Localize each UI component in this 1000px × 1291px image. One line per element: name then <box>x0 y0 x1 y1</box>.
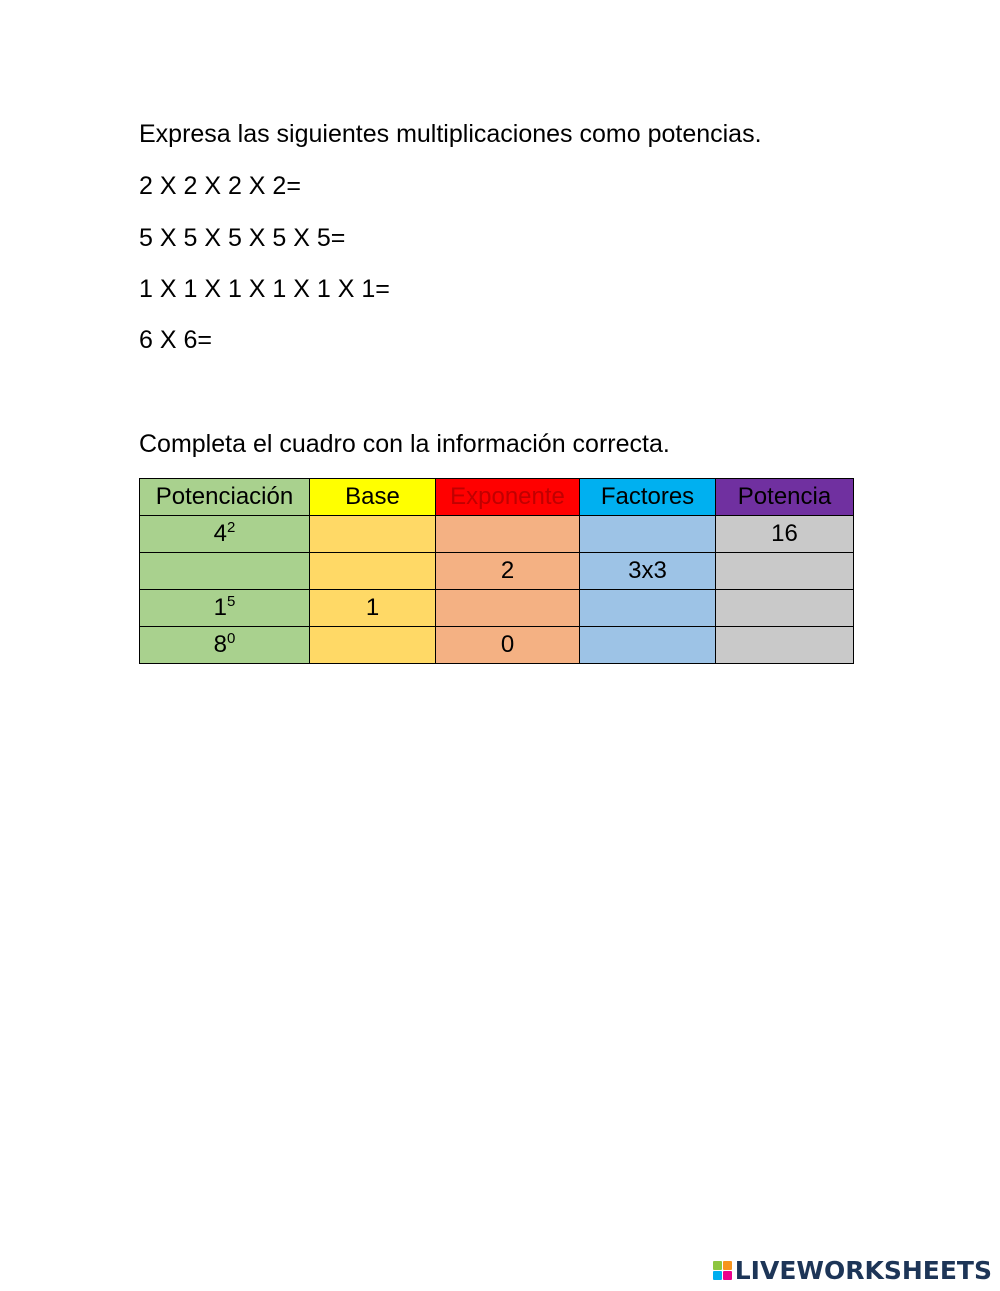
liveworksheets-mark-icon <box>713 1261 732 1280</box>
cell-potenciacion-base: 4 <box>213 520 227 547</box>
instruction-completa: Completa el cuadro con la información correcta. <box>139 430 670 458</box>
cell-potenciacion-base: 8 <box>213 631 227 658</box>
header-potenciacion: Potenciación <box>140 479 310 516</box>
table-row <box>140 627 854 664</box>
instruction-expresa: Expresa las siguientes multiplicaciones como potencias. <box>139 120 762 148</box>
cell-base[interactable] <box>310 627 436 664</box>
cell-potenciacion-exponent: 5 <box>227 593 236 610</box>
table-row <box>140 553 854 590</box>
header-base: Base <box>310 479 436 516</box>
logo-square <box>713 1271 722 1280</box>
cell-potenciacion-exponent: 2 <box>227 519 236 536</box>
cell-base[interactable] <box>310 553 436 590</box>
header-potencia: Potencia <box>716 479 854 516</box>
logo-square <box>723 1271 732 1280</box>
multiplication-3: 1 X 1 X 1 X 1 X 1 X 1= <box>139 275 390 303</box>
logo-square <box>713 1261 722 1270</box>
cell-base[interactable] <box>310 516 436 553</box>
table-row <box>140 590 854 627</box>
cell-exponente[interactable]: 2 <box>436 553 580 590</box>
cell-potenciacion[interactable] <box>140 553 310 590</box>
cell-potencia[interactable] <box>716 553 854 590</box>
multiplication-4: 6 X 6= <box>139 326 212 354</box>
cell-potenciacion[interactable] <box>140 590 310 627</box>
cell-potenciacion-exponent: 0 <box>227 630 236 647</box>
table-header-row <box>140 479 854 516</box>
table-row <box>140 516 854 553</box>
cell-factores[interactable] <box>580 627 716 664</box>
liveworksheets-logo <box>713 1253 992 1287</box>
header-exponente: Exponente <box>436 479 580 516</box>
multiplication-1: 2 X 2 X 2 X 2= <box>139 172 301 200</box>
cell-factores[interactable]: 3x3 <box>580 553 716 590</box>
cell-exponente[interactable] <box>436 516 580 553</box>
cell-potencia[interactable] <box>716 590 854 627</box>
cell-factores[interactable] <box>580 590 716 627</box>
cell-potenciacion[interactable] <box>140 627 310 664</box>
header-factores: Factores <box>580 479 716 516</box>
cell-potenciacion-base: 1 <box>213 594 227 621</box>
cell-potenciacion[interactable] <box>140 516 310 553</box>
logo-square <box>723 1261 732 1270</box>
cell-base[interactable]: 1 <box>310 590 436 627</box>
multiplication-2: 5 X 5 X 5 X 5 X 5= <box>139 224 346 252</box>
cell-potencia[interactable]: 16 <box>716 516 854 553</box>
liveworksheets-logo-text: LIVEWORKSHEETS <box>734 1255 992 1285</box>
powers-table <box>139 478 854 664</box>
cell-exponente[interactable]: 0 <box>436 627 580 664</box>
cell-exponente[interactable] <box>436 590 580 627</box>
cell-potencia[interactable] <box>716 627 854 664</box>
cell-factores[interactable] <box>580 516 716 553</box>
